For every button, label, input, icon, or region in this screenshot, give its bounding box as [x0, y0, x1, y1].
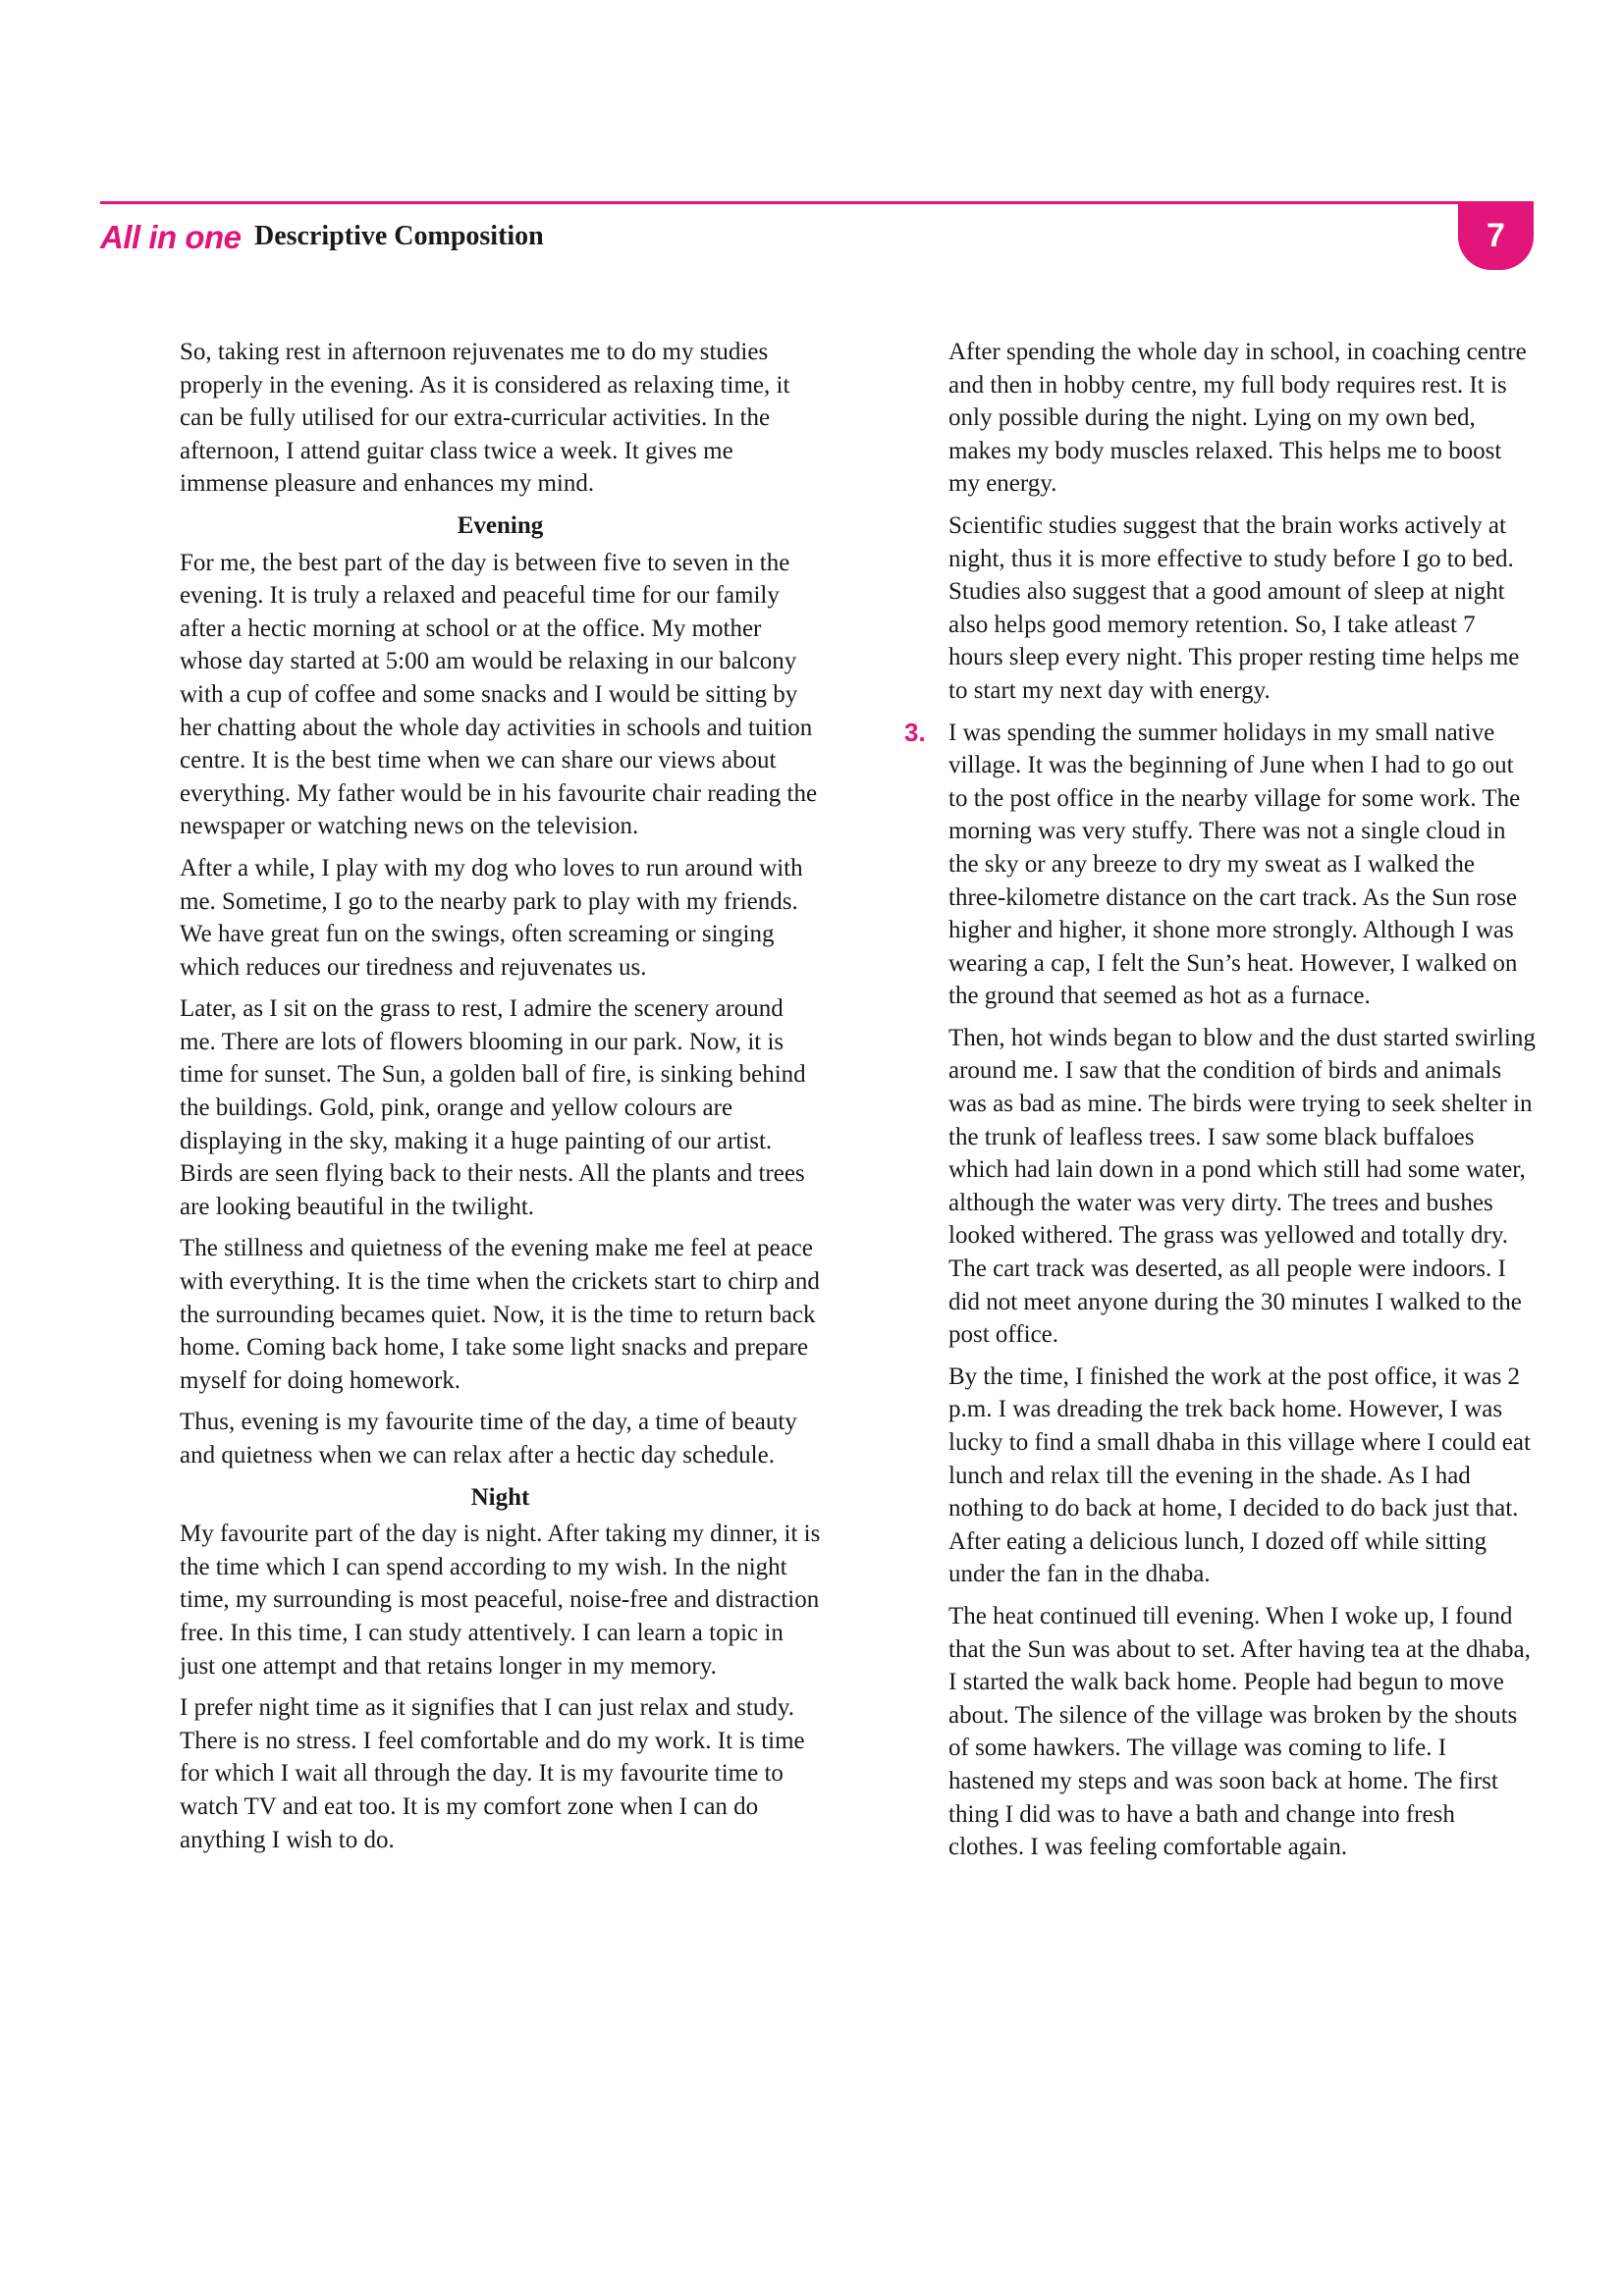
page-number-badge: 7	[1458, 201, 1534, 270]
paragraph: I was spending the summer holidays in my small native village. It was the beginning of June when I had to go out to the post office in the nearby village for some work. The morning was very stuffy. There was not a single cloud in the sky or any breeze to dry my sweat as I walked the three-kilometre distance on the cart track. As the Sun rose higher and higher, it shone more strongly. Although I was wearing a cap, I felt the Sun’s heat. However, I walked on the ground that seemed as hot as a furnace.	[948, 719, 1521, 1010]
paragraph: Then, hot winds began to blow and the dust started swirling around me. I saw that the condition of birds and animals was as bad as mine. The birds were trying to seek shelter in the trunk of leafless trees. I saw some black buffaloes which had lain down in a pond which still had some water, although the water was very dirty. The trees and bushes looked withered. The grass was yellowed and totally dry. The cart track was deserted, as all people were indoors. I did not meet anyone during the 30 minutes I walked to the post office.	[948, 1024, 1536, 1349]
section-heading-night: Night	[470, 1483, 530, 1511]
section-heading-evening: Evening	[457, 511, 544, 539]
paragraph: My favourite part of the day is night. After taking my dinner, it is the time which I can spend according to my wish. In the night time, my surrounding is most peaceful, noise-free and distraction free. In this time, I can study attentively. I can learn a topic in just one attempt and that retains longer in my memory.	[180, 1521, 821, 1680]
paragraph: For me, the best part of the day is between five to seven in the evening. It is truly a relaxed and peaceful time for our family after a hectic morning at school or at the office. My mother whose day started at 5:00 am would be relaxing in our balcony with a cup of coffee and some snacks and I would be sitting by her chatting about the whole day activities in schools and tuition centre. It is the best time when we can share our views about everything. My father would be in his favourite chair reading the newspaper or watching news on the television.	[180, 549, 818, 840]
paragraph: Thus, evening is my favourite time of the day, a time of beauty and quietness when we can relax after a hectic day schedule.	[180, 1409, 797, 1468]
paragraph: The heat continued till evening. When I woke up, I found that the Sun was about to set. After having tea at the dhaba, I started the walk back home. People had begun to move about. The silence of the village was broken by the shouts of some hawkers. The village was coming to life. I hastened my steps and was soon back at home. The first thing I did was to have a bath and change into fresh clothes. I was feeling comfortable again.	[948, 1602, 1531, 1861]
paragraph: I prefer night time as it signifies that I can just relax and study. There is no stress. I feel comfortable and do my work. It is time for which I wait all through the day. It is my favourite time to watch TV and eat too. It is my comfort zone when I can do anything I wish to do.	[180, 1694, 805, 1853]
paragraph: The stillness and quietness of the evening make me feel at peace with everything. It is the time when the crickets start to chirp and the surrounding becames quiet. Now, it is the time to return back home. Coming back home, I take some light snacks and prepare myself for doing homework.	[180, 1235, 820, 1394]
right-column	[904, 336, 1536, 1873]
left-column	[180, 336, 821, 1865]
question-3	[904, 717, 1536, 1013]
question-number: 3.	[904, 717, 926, 747]
book-title: Descriptive Composition	[254, 221, 544, 251]
brand-logo: All in one	[100, 219, 242, 255]
paragraph: After a while, I play with my dog who loves to run around with me. Sometime, I go to the nearby park to play with my friends. We have great fun on the swings, often screaming or singing which reduces our tiredness and rejuvenates us.	[180, 854, 803, 981]
header-rule	[100, 201, 1534, 204]
paragraph: Scientific studies suggest that the brain works actively at night, thus it is more effective to study before I go to bed. Studies also suggest that a good amount of sleep at night also helps good memory retention. So, I take atleast 7 hours sleep every night. This proper resting time helps me to start my next day with energy.	[948, 511, 1520, 704]
page-header	[100, 201, 1534, 270]
paragraph: After spending the whole day in school, in coaching centre and then in hobby centre, my full body requires rest. It is only possible during the night. Lying on my own bed, makes my body muscles relaxed. This helps me to boost my energy.	[948, 339, 1527, 498]
paragraph: So, taking rest in afternoon rejuvenates me to do my studies properly in the evening. As it is considered as relaxing time, it can be fully utilised for our extra-curricular activities. In the afternoon, I attend guitar class twice a week. It gives me immense pleasure and enhances my mind.	[180, 339, 790, 498]
paragraph: By the time, I finished the work at the post office, it was 2 p.m. I was dreading the trek back home. However, I was lucky to find a small dhaba in this village where I could eat lunch and relax till the evening in the shade. As I had nothing to do back at home, I decided to do back just that. After eating a delicious lunch, I dozed off while sitting under the fan in the dhaba.	[948, 1362, 1531, 1588]
paragraph: Later, as I sit on the grass to rest, I admire the scenery around me. There are lots of flowers blooming in our park. Now, it is time for sunset. The Sun, a golden ball of fire, is sinking behind the buildings. Gold, pink, orange and yellow colours are displaying in the sky, making it a huge painting of our artist. Birds are seen flying back to their nests. All the plants and trees are looking beautiful in the twilight.	[180, 995, 806, 1220]
